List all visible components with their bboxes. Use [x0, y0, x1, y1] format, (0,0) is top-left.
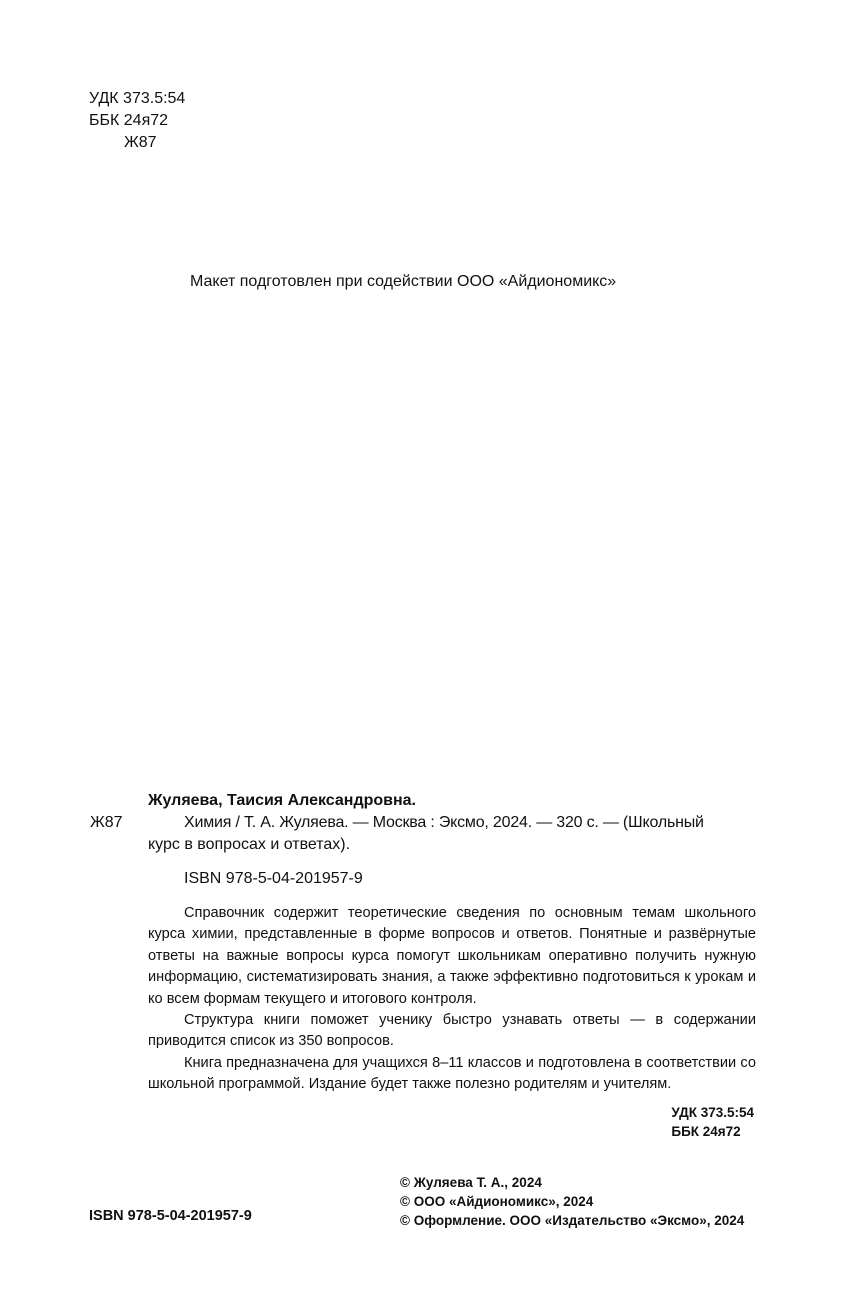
record-isbn: ISBN 978-5-04-201957-9: [184, 870, 363, 887]
classification-codes-bottom: [671, 1103, 754, 1141]
bbk-code-bottom: ББК 24я72: [671, 1124, 741, 1139]
classification-codes-top: [89, 88, 185, 154]
copyright-line: © Оформление. ООО «Издательство «Эксмо», 2024: [400, 1213, 745, 1228]
author-sign: Ж87: [124, 134, 157, 151]
annotation-paragraph: Структура книги поможет ученику быстро узнавать ответы — в содержании приводится список из 350 вопросов.: [148, 1012, 756, 1050]
record-title: Химия / Т. А. Жуляева. — Москва : Эксмо, 2024. — 320 с. — (Школьный: [184, 814, 704, 831]
bibliographic-record: [90, 790, 755, 890]
record-author: Жуляева, Таисия Александровна.: [148, 792, 416, 809]
annotation-paragraph: Книга предназначена для учащихся 8–11 классов и подготовлена в соответствии со школьной программой. Издание будет также полезно родителям и учителям.: [148, 1054, 756, 1093]
copyright-block: [400, 1173, 744, 1230]
record-series: курс в вопросах и ответах).: [148, 836, 351, 853]
annotation: [148, 903, 756, 1096]
copyright-line: © Жуляева Т. А., 2024: [400, 1175, 542, 1190]
bbk-code: ББК 24я72: [89, 112, 169, 129]
copyright-line: © ООО «Айдиономикс», 2024: [400, 1194, 594, 1209]
udk-code-bottom: УДК 373.5:54: [671, 1105, 754, 1120]
isbn-bottom: ISBN 978-5-04-201957-9: [89, 1208, 252, 1224]
annotation-paragraph: Справочник содержит теоретические сведения по основным темам школьного курса химии, представленные в форме вопросов и ответов. Понятные и развёрнутые ответы на важные вопросы курса помогут школьникам оперативно получить нужную информацию, систематизировать знания, а также эффективно подготовиться к урокам и ко всем формам текущего и итогового контроля.: [148, 905, 756, 1007]
preparation-note: Макет подготовлен при содействии ООО «Айдиономикс»: [190, 273, 617, 290]
record-author-sign: Ж87: [90, 814, 123, 831]
udk-code: УДК 373.5:54: [89, 90, 186, 107]
